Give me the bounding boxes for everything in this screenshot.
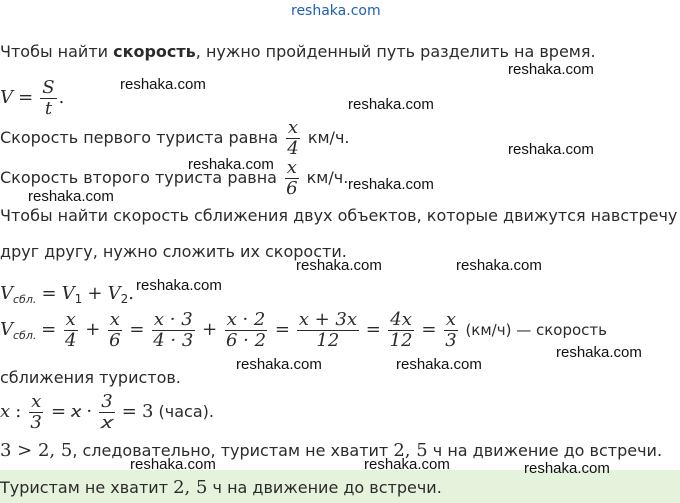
frac-den: 4 xyxy=(65,330,77,351)
math-eq: = xyxy=(121,401,137,422)
math-v: V xyxy=(0,319,13,340)
text-post: , нужно пройденный путь разделить на время. xyxy=(195,42,596,61)
math-value: 2, 5 xyxy=(393,440,428,461)
math-plus: + xyxy=(202,319,218,340)
frac-den: 3 xyxy=(445,330,457,351)
fraction-x-6 xyxy=(284,158,299,199)
math-plus: + xyxy=(85,319,101,340)
math-sub: 2 xyxy=(120,292,129,306)
watermark: reshaka.com xyxy=(508,61,594,78)
frac-den: 6 · 2 xyxy=(225,330,267,351)
math-sub: сбл. xyxy=(13,293,37,306)
paragraph-definition xyxy=(0,40,596,64)
frac-den: 12 xyxy=(389,330,413,351)
watermark: reshaka.com xyxy=(188,156,274,173)
math-eq: = xyxy=(365,319,381,340)
frac-den-cancelled: x xyxy=(101,412,113,433)
math-eq: = xyxy=(18,87,34,108)
watermark: reshaka.com xyxy=(524,460,610,477)
math-period: . xyxy=(58,87,65,108)
text-bold: скорость xyxy=(113,42,196,61)
watermark: reshaka.com xyxy=(296,257,382,274)
paragraph-approach-1: Чтобы найти скорость сближения двух объектов, которые движутся навстречу xyxy=(0,206,678,225)
math-x-cancelled: x xyxy=(71,401,82,422)
watermark: reshaka.com xyxy=(364,456,450,473)
math-v2: V xyxy=(107,283,121,304)
fraction-6 xyxy=(388,310,415,351)
tourist1-text: Скорость первого туриста равна xyxy=(0,128,279,147)
watermark: reshaka.com xyxy=(136,277,222,294)
math-sub: 1 xyxy=(74,292,83,306)
frac-num: 4x xyxy=(390,309,412,330)
frac-num: x xyxy=(65,309,76,330)
watermark: reshaka.com xyxy=(556,344,642,361)
fraction-3 xyxy=(151,310,195,351)
math-eq: = xyxy=(274,319,290,340)
compare-tail: ч на движение до встречи. xyxy=(427,441,663,460)
line-compare xyxy=(0,440,662,461)
formula-speed xyxy=(0,78,64,119)
watermark: reshaka.com xyxy=(28,188,114,205)
formula-sum xyxy=(0,283,134,306)
answer-value: 2, 5 xyxy=(173,477,208,498)
text-pre: Чтобы найти xyxy=(0,42,114,61)
site-title[interactable]: reshaka.com xyxy=(291,3,381,19)
math-colon: : xyxy=(15,401,22,422)
fraction-x-3 xyxy=(28,392,43,433)
frac-den: 3 xyxy=(30,412,42,433)
frac-num: x + 3x xyxy=(298,309,357,330)
math-eq: = xyxy=(129,319,145,340)
frac-den: t xyxy=(44,98,53,119)
paragraph-approach-2: друг другу, нужно сложить их скорости. xyxy=(0,242,347,261)
paragraph-approach-end: сближения туристов. xyxy=(0,368,181,387)
frac-den: 4 · 3 xyxy=(153,330,194,351)
watermark: reshaka.com xyxy=(508,141,594,158)
frac-num: x xyxy=(287,117,299,138)
watermark: reshaka.com xyxy=(120,76,206,93)
tourist2-unit: км/ч. xyxy=(306,168,349,187)
frac-num: x xyxy=(31,391,42,412)
math-eq: = xyxy=(41,283,57,304)
math-x: x xyxy=(0,401,11,422)
formula-time xyxy=(0,392,214,433)
math-v: V xyxy=(0,283,13,304)
frac-num: x xyxy=(445,309,456,330)
answer-pre: Туристам не хватит xyxy=(0,478,174,497)
fraction-2 xyxy=(107,310,122,351)
tourist2-text: Скорость второго туриста равна xyxy=(0,168,277,187)
compare-text: , следовательно, туристам не хватит xyxy=(72,441,394,460)
math-dot: · xyxy=(86,401,93,422)
math-plus: + xyxy=(87,283,103,304)
fraction-4 xyxy=(224,310,268,351)
watermark: reshaka.com xyxy=(348,96,434,113)
frac-num: x · 2 xyxy=(226,309,266,330)
line-tourist-1 xyxy=(0,118,349,159)
math-sub: сбл. xyxy=(13,329,37,342)
watermark: reshaka.com xyxy=(348,176,434,193)
frac-den: 6 xyxy=(286,178,298,199)
math-eq: = xyxy=(41,319,57,340)
math-result: 3 xyxy=(141,401,154,422)
watermark: reshaka.com xyxy=(236,356,322,373)
frac-num: S xyxy=(42,77,55,98)
fraction-3-x xyxy=(99,392,114,433)
frac-num: 3 xyxy=(101,391,113,412)
answer-tail: ч на движение до встречи. xyxy=(207,478,442,497)
watermark: reshaka.com xyxy=(456,257,542,274)
fraction-5 xyxy=(297,310,359,351)
tourist1-unit: км/ч. xyxy=(307,128,350,147)
formula-calc xyxy=(0,310,607,351)
frac-num: x xyxy=(109,309,120,330)
frac-den: 12 xyxy=(316,330,340,351)
fraction-s-t xyxy=(40,78,56,119)
math-v: V xyxy=(0,87,13,108)
math-eq: = xyxy=(50,401,67,422)
fraction-7 xyxy=(443,310,458,351)
frac-num: x xyxy=(286,157,297,178)
calc-tail: (км/ч) — скорость xyxy=(465,321,607,339)
fraction-x-4 xyxy=(285,118,300,159)
frac-den: 4 xyxy=(287,138,299,159)
frac-num: x · 3 xyxy=(153,309,193,330)
fraction-1 xyxy=(63,310,78,351)
watermark: reshaka.com xyxy=(396,356,482,373)
math-v1: V xyxy=(61,283,75,304)
math-period: . xyxy=(128,283,134,304)
math-compare: 3 > 2, 5 xyxy=(0,440,73,461)
math-eq: = xyxy=(421,319,437,340)
answer-text xyxy=(0,477,442,498)
watermark: reshaka.com xyxy=(130,456,216,473)
frac-den: 6 xyxy=(109,330,121,351)
time-unit: (часа). xyxy=(158,402,214,421)
